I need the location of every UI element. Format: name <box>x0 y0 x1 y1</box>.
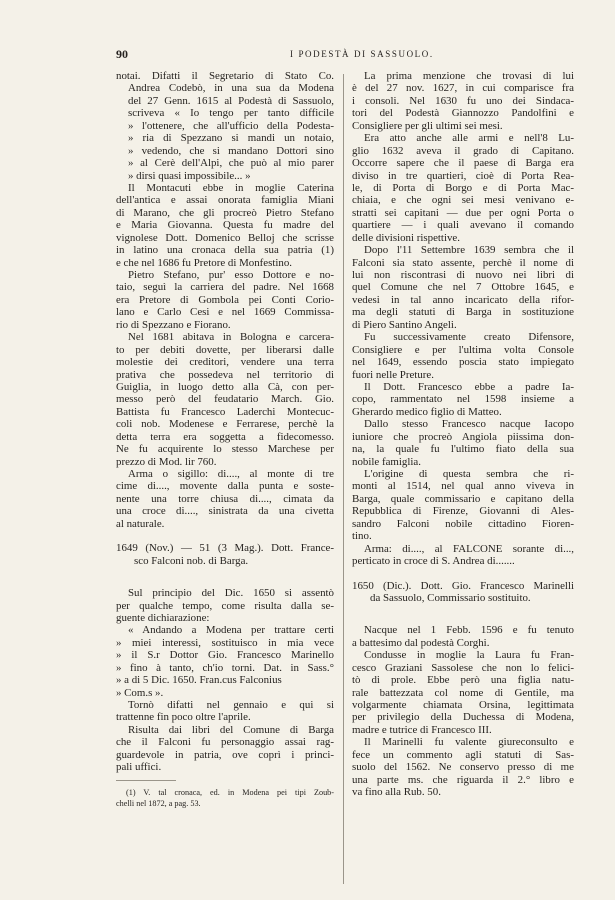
text-line: chiaia, e che ogni sei mesi venivano e- <box>352 194 574 207</box>
text-line: dell'antica e assai onorata famiglia Miani <box>116 194 334 207</box>
text-line: e che nel 1686 fu Pretore di Monfestino. <box>116 256 293 269</box>
text-line: una croce di...., sinistrata da una civetta <box>116 505 334 518</box>
text-line: Repubblica di Firenze, Giovanni di Ales- <box>352 505 574 518</box>
text-line: che il Falconi fu personaggio assai rag- <box>116 736 334 749</box>
text-line: Condusse in moglie la Laura fu Fran- <box>364 649 574 662</box>
paragraph-gap <box>352 604 574 624</box>
text-line: messo però del feudatario March. Gio. <box>116 393 334 406</box>
text-line: Consigliere per gli ultimi sei mesi. <box>352 119 503 132</box>
text-line: pali uffici. <box>116 761 162 774</box>
text-line: nente una torre chiusa di...., cimata da <box>116 492 334 505</box>
running-header <box>0 47 615 63</box>
text-line: iuniore che procreò Angiola piissima don- <box>352 430 574 443</box>
text-line: le, di Porta di Borgo e di Porta Mac- <box>352 181 574 194</box>
text-line: Occorre sapere che il paese di Barga era <box>352 157 574 170</box>
text-line: Arma: di...., al FALCONE sorante di..., <box>364 542 574 555</box>
text-line: al naturale. <box>116 517 165 530</box>
text-line: » l'ottenere, che all'ufficio della Podesta- <box>128 119 334 132</box>
text-line: per privilegio della Duchessa di Modena, <box>352 711 574 724</box>
text-line: è del 27 nov. 1627, in cui comparisce fra <box>352 82 574 95</box>
page-number: 90 <box>116 47 128 61</box>
text-line: fuori nelle Preture. <box>352 368 434 381</box>
text-line: e Maria Giovanna. Questa fu madre del <box>116 219 334 232</box>
text-line: fece un commento agli statuti di Sas- <box>352 748 574 761</box>
text-line: » vedendo, che si mandano Dottori sino <box>128 144 334 157</box>
left-column-text <box>116 70 334 774</box>
text-line: Nacque nel 1 Febb. 1596 e fu tenuto <box>364 624 574 637</box>
text-line: glio 1632 aveva il grado di Capitano. <box>352 144 574 157</box>
text-line: nel 1649, essendo poscia stato impiegato <box>352 356 574 369</box>
text-line: prativa che possedeva nel territorio di <box>116 368 334 381</box>
text-line: Pietro Stefano, pur' esso Dottore e no- <box>128 269 334 281</box>
left-column <box>116 70 334 809</box>
text-line: (1) V. tal cronaca, ed. in Modena pei tipi Zoub- <box>126 787 334 797</box>
text-line: del 27 Genn. 1615 al Podestà di Sassuolo, <box>128 94 334 107</box>
text-line: detta terra era soggetta a fidecomesso. <box>116 430 334 443</box>
text-line: sco Falconi nob. di Barga. <box>134 554 249 567</box>
text-line: Andrea Codebò, in una sua da Modena <box>128 82 334 95</box>
text-line: stratti sei capitani — due per ogni Porta o <box>352 206 574 219</box>
text-line: era Pretore di Gombola pei Conti Corio- <box>116 293 334 306</box>
text-line: ma degli statuti di Barga in sostituzione <box>352 306 574 319</box>
text-line: perticato in croce di S. Andrea di....... <box>352 555 515 568</box>
text-line: diviso in tre quartieri, cioè di Porta Rea- <box>352 169 574 182</box>
text-line: Arma o sigillo: di...., al monte di tre <box>128 468 334 480</box>
text-line: La prima menzione che trovasi di lui <box>364 70 574 82</box>
text-line: lano e Carlo Cesi e nel 1669 Commissa- <box>116 306 334 319</box>
text-line: 1650 (Dic.). Dott. Gio. Francesco Marinelli <box>352 579 574 592</box>
text-line: » ria di Spezzano si mandi un notaio, <box>128 132 334 145</box>
text-line: prezzo di Mod. lir 760. <box>116 455 217 468</box>
text-line: tò di prole. Ebbe però una figlia natu- <box>352 674 574 687</box>
text-line: rio di Spezzano e Fiorano. <box>116 318 231 331</box>
paragraph-gap <box>116 567 334 587</box>
text-line: Tornò difatti nel gennaio e qui si <box>128 699 334 711</box>
text-line: quel Comune che nel 7 Ottobre 1645, e <box>352 281 574 294</box>
text-line: Nel 1681 abitava in Bologna e carcera- <box>128 331 334 344</box>
text-line: una parte ms. che riguarda il 2.° libro e <box>352 773 574 786</box>
text-line: » fino à tanto, ch'io torni. Dat. in Sass.° <box>116 661 334 674</box>
text-line: madre e tutrice di Francesco III. <box>352 723 492 736</box>
text-line: » dirsi quasi impossibile... » <box>128 169 251 182</box>
text-line: L'origine di questa sembra che ri- <box>364 468 574 480</box>
text-line: in latino una cronaca della sua patria (1) <box>116 244 334 257</box>
text-line: delle divisioni rispettive. <box>352 231 460 244</box>
text-line: 1649 (Nov.) — 51 (3 Mag.). Dott. France- <box>116 542 334 555</box>
text-line: lui non riscontrasi di nuovo nei libri di <box>352 269 574 281</box>
text-line: Guiglia, in luogo detto alla Cà, con per- <box>116 380 334 393</box>
text-line: guente dichiarazione: <box>116 611 210 624</box>
text-line: sandro Falconi nobile cittadino Fioren- <box>352 517 574 530</box>
text-line: guardevole in patria, ove coprì i princi- <box>116 748 334 761</box>
text-line: Consigliere e per l'ultima volta Console <box>352 343 574 356</box>
text-line: to per debiti dovette, per liberarsi dalle <box>116 343 334 356</box>
text-line: Gherardo medico figlio di Matteo. <box>352 405 502 418</box>
paragraph-gap <box>116 530 334 542</box>
footnote <box>116 787 334 809</box>
text-line: va fino alla Rub. 50. <box>352 786 441 799</box>
text-line: Falconi sia stato assente, perchè il nome di <box>352 256 574 269</box>
text-line: tori del Podestà Giannozzo Pandolfini e <box>352 107 574 120</box>
text-line: « Andando a Modena per trattare certi <box>128 624 334 637</box>
text-line: Il Marinelli fu valente giureconsulto e <box>364 736 574 749</box>
text-line: » miei interessi, sostituisco in mia vece <box>116 636 334 649</box>
text-line: trattenne fin poco oltre l'aprile. <box>116 711 251 724</box>
text-line: cime di...., movente dalla punta e soste- <box>116 480 334 493</box>
text-line: Sul principio del Dic. 1650 si assentò <box>128 587 334 600</box>
text-line: nobile famiglia. <box>352 455 421 468</box>
right-column <box>352 70 574 799</box>
text-line: Fu successivamente creato Difensore, <box>364 331 574 344</box>
text-line: chelli nel 1872, a pag. 53. <box>116 798 201 808</box>
text-line: cesco Graziani Sassolese che non lo felici- <box>352 661 574 674</box>
text-line: notai. Difatti il Segretario di Stato Co. <box>116 70 334 82</box>
running-title: I PODESTÀ DI SASSUOLO. <box>290 49 434 59</box>
text-line: Barga, quale commissario e capitano della <box>352 492 574 505</box>
text-line: na, la quale fu l'ultimo fiato della sua <box>352 443 574 456</box>
right-column-text <box>352 70 574 799</box>
text-line: Ne fu acquirente lo stesso Marchese per <box>116 443 334 456</box>
paragraph-gap <box>352 568 574 580</box>
footnote-divider <box>116 780 176 781</box>
text-line: » a di 5 Dic. 1650. Fran.cus Falconius <box>116 674 282 687</box>
text-line: Dallo stesso Francesco nacque Iacopo <box>364 418 574 431</box>
text-line: suolo del 1562. Ne conservo presso di me <box>352 761 574 774</box>
text-line: da Sassuolo, Commissario sostituito. <box>370 591 531 604</box>
text-line: a battesimo dal podestà Corghi. <box>352 636 490 649</box>
text-line: di Piero Santino Angeli. <box>352 318 457 331</box>
text-line: copo, rammentato nel 1598 insieme a <box>352 393 574 406</box>
text-line: tino. <box>352 530 372 543</box>
text-line: » Com.s ». <box>116 686 164 699</box>
text-line: » al Cerè dell'Alpi, che può al mio parer <box>128 157 334 170</box>
text-line: Battista fu Francesco Laderchi Montecuc- <box>116 405 334 418</box>
text-line: vignolese Dott. Domenico Belloj che scrisse <box>116 231 334 244</box>
text-line: Dopo l'11 Settembre 1639 sembra che il <box>364 244 574 257</box>
text-line: Il Dott. Francesco ebbe a padre Ia- <box>364 380 574 393</box>
text-line: di Marano, che gli procreò Pietro Stefano <box>116 206 334 219</box>
text-line: per qualche tempo, come risulta dalla se- <box>116 599 334 612</box>
text-line: vedesi in tal anno incaricato della rifor- <box>352 293 574 306</box>
text-line: Risulta dai libri del Comune di Barga <box>128 723 334 736</box>
text-line: monti al 1514, nel qual anno viveva in <box>352 480 574 493</box>
text-line: » il S.r Dottor Gio. Francesco Marinello <box>116 649 334 662</box>
text-line: Era atto anche alle armi e nell'8 Lu- <box>364 132 574 145</box>
text-line: i consoli. Nel 1630 fu uno dei Sindaca- <box>352 94 574 107</box>
text-line: rale battezzata col nome di Gentile, ma <box>352 686 574 699</box>
text-line: volgarmente chiamata Orsina, legittimata <box>352 699 574 711</box>
text-line: coli nob. Modenese e Ferrarese, perchè la <box>116 418 334 431</box>
text-line: Il Montacuti ebbe in moglie Caterina <box>128 181 334 194</box>
text-line: quartiere — i quali avevano il comando <box>352 219 574 232</box>
text-line: taio, seguì la carriera del padre. Nel 1668 <box>116 281 334 294</box>
text-line: scriveva « Io tengo per tanto difficile <box>128 107 334 120</box>
column-divider <box>343 74 344 884</box>
text-line: molestie dei creditori, vendere una terra <box>116 356 334 369</box>
